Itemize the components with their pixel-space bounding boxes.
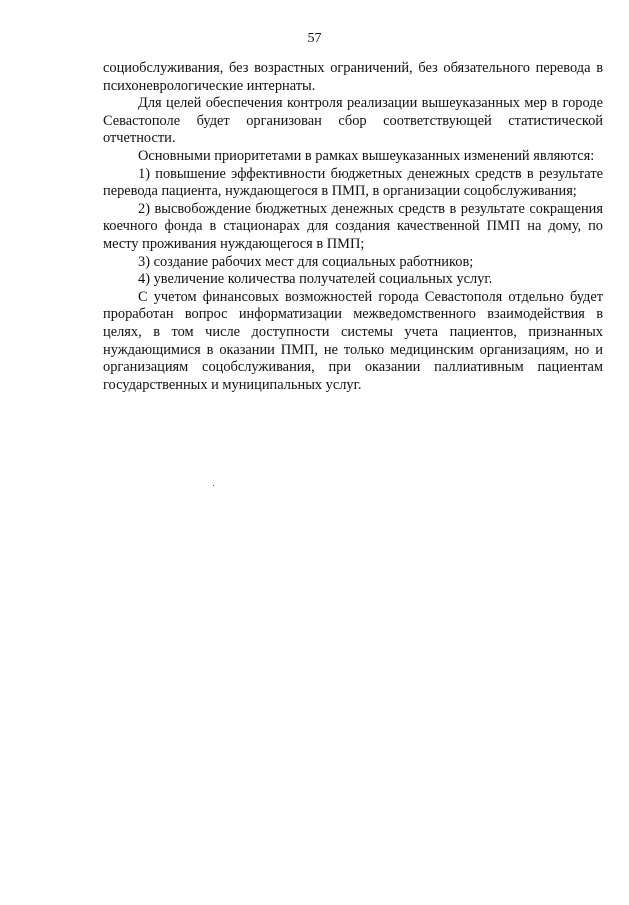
document-body [103, 60, 603, 394]
page-number: 57 [307, 31, 322, 46]
list-item-2: 2) высвобождение бюджетных денежных средств в результате сокращения коечного фонда в стационарах для создания качественной ПМП на дому, по месту проживания нуждающегося в ПМП; [103, 200, 603, 252]
paragraph-informatization: С учетом финансовых возможностей города Севастополя отдельно будет проработан вопрос информатизации межведомственного взаимодействия в целях, в том числе доступности системы учета пациентов, признанных нуждающимися в оказании ПМП, не только медицинским организациям, но и организациям соцобслуживания, при оказании паллиативным пациентам государственных и муниципальных услуг. [103, 288, 603, 393]
paragraph-control: Для целей обеспечения контроля реализации вышеуказанных мер в городе Севастополе будет организован сбор соответствующей статистической отчетности. [103, 95, 603, 147]
list-item-3: 3) создание рабочих мест для социальных работников; [138, 253, 474, 270]
paragraph-priorities-intro: Основными приоритетами в рамках вышеуказанных изменений являются: [138, 147, 595, 164]
scan-speck [213, 485, 214, 486]
list-item-1: 1) повышение эффективности бюджетных денежных средств в результате перевода пациента, нуждающегося в ПМП, в организации соцобслуживания; [103, 165, 603, 200]
paragraph-continuation: социобслуживания, без возрастных ограничений, без обязательного перевода в психоневрологические интернаты. [103, 60, 603, 94]
list-item-4: 4) увеличение количества получателей социальных услуг. [138, 271, 493, 288]
